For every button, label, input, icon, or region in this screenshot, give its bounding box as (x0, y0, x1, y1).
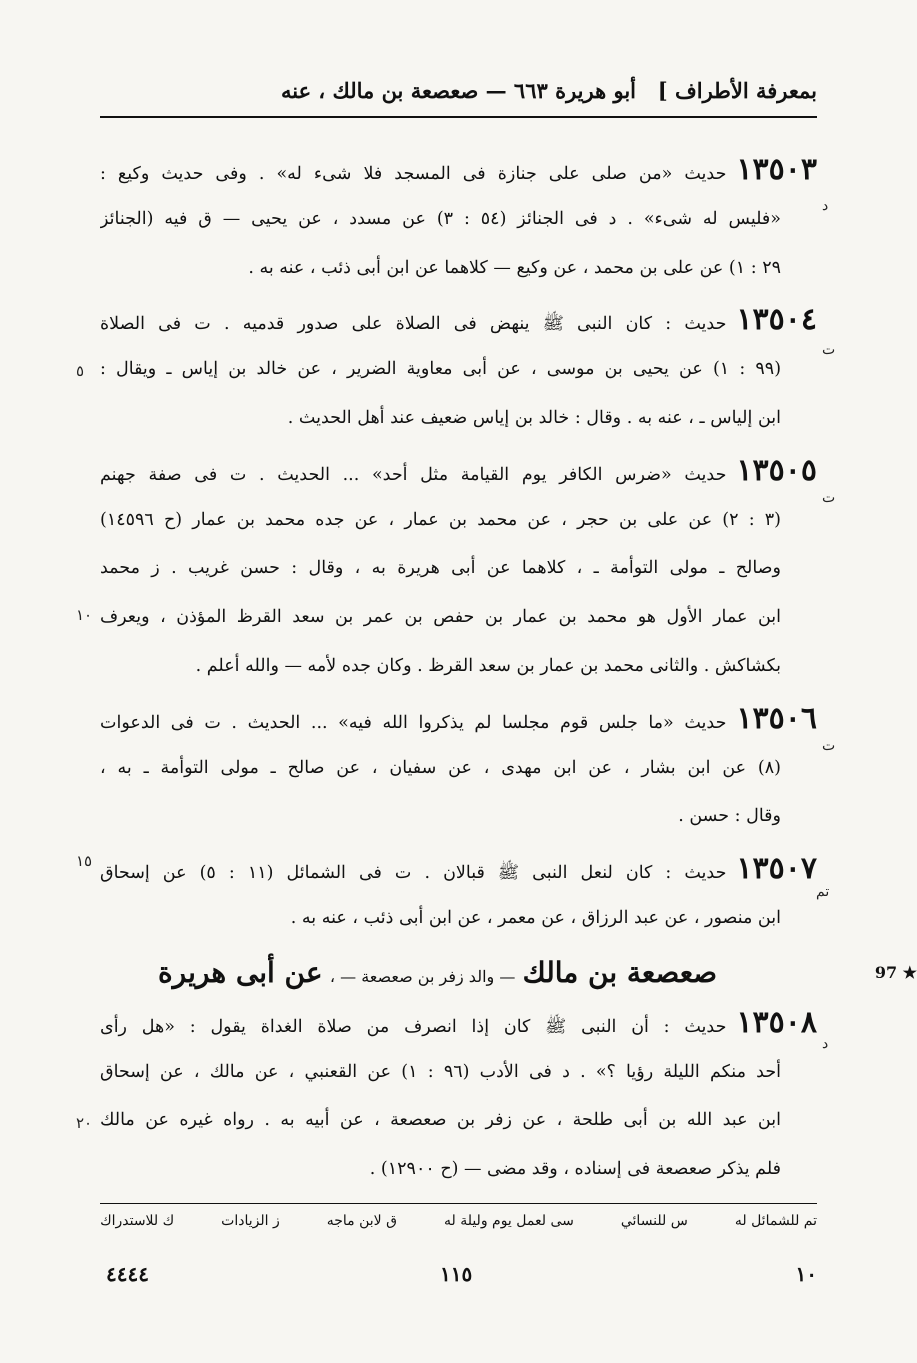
legend-item: ك للاستدراك (100, 1213, 175, 1229)
text-line: ابن عبد الله بن أبى طلحة ، عن زفر بن صعصعة ، عن أبيه به . رواه غيره عن مالك (100, 1110, 781, 1131)
text-line: (٩٩ : ١) عن يحيى بن موسى ، عن أبى معاوية الضرير ، عن خالد بن إياس ـ ويقال : (100, 359, 782, 380)
line-number: ١٠ (76, 606, 93, 624)
hadith-entry (100, 447, 817, 691)
text-line: حديث : كان لنعل النبى ﷺ قبالان . ت فى الشمائل (١١ : ٥) عن إسحاق (100, 863, 727, 884)
hadith-number: ١٣٥٠٥ (736, 452, 817, 488)
hadith-entry (100, 146, 817, 292)
hadith-number: ١٣٥٠٣ (736, 152, 817, 187)
page-number: ١١٥ (440, 1262, 473, 1286)
header-center: أبو هريرة ٦٦٣ — صعصعة بن مالك ، عنه (280, 78, 637, 103)
text-line: حديث «ما جلس قوم مجلسا لم يذكروا الله فيه» ... الحديث . ت فى الدعوات (100, 712, 727, 733)
text-line: فلم يذكر صعصعة فى إسناده ، وقد مضى — (ح ١٢٩٠٠) . (369, 1159, 781, 1180)
legend-item: س للنسائي (620, 1213, 688, 1229)
text-line: ٢٩ : ١) عن على بن محمد ، عن وكيع — كلاهما عن ابن أبى ذئب ، عنه به . (248, 257, 781, 278)
text-line: وصالح ـ مولى التوأمة ـ ، كلاهما عن أبى هريرة به ، وقال : حسن غريب . ز محمد (100, 558, 781, 579)
abbreviation-legend (100, 1213, 817, 1239)
hadith-entry (100, 999, 817, 1194)
header-right: بمعرفة الأطراف ] (657, 78, 817, 103)
line-number: ٢٠ (76, 1114, 93, 1132)
text-line: أحد منكم الليلة رؤيا ؟» . د فى الأدب (٩٦ : ١) عن القعنبي ، عن مالك ، عن إسحاق (100, 1061, 782, 1082)
text-line: (٨) عن ابن بشار ، عن ابن مهدى ، عن سفيان ، عن صالح ـ مولى التوأمة ـ به ، (100, 757, 781, 778)
section-heading (100, 947, 917, 999)
text-line: حديث «ضرس الكافر يوم القيامة مثل أحد» ... الحديث . ت فى صفة جهنم (100, 464, 727, 485)
legend-item: ق لابن ماجه (326, 1213, 397, 1229)
margin-symbol: ت (822, 342, 836, 358)
hadith-entry (100, 296, 817, 442)
line-number: ٥ (76, 362, 85, 380)
text-line: وقال : حسن . (678, 806, 781, 827)
legend-item: ز الزيادات (221, 1213, 280, 1229)
text-line: حديث : أن النبى ﷺ كان إذا انصرف من صلاة الغداة يقول : «هل رأى (100, 1016, 727, 1037)
margin-symbol: ت (822, 490, 836, 506)
volume-number: ١٠ (795, 1262, 817, 1286)
hadith-entry (100, 845, 817, 943)
legend-item: تم للشمائل له (734, 1213, 817, 1229)
hadith-number: ١٣٥٠٦ (736, 700, 817, 736)
sequence-number: ٤٤٤٤ (106, 1262, 149, 1286)
line-number: ١٥ (76, 852, 93, 870)
margin-symbol: د (822, 1036, 829, 1052)
section-sub: — والد زفر بن صعصعة — ، (329, 966, 516, 986)
header-rule (100, 116, 817, 118)
section-tail: عن أبى هريرة (158, 955, 323, 989)
text-line: ابن منصور ، عن عبد الرزاق ، عن معمر ، عن ابن أبى ذئب ، عنه به . (290, 907, 781, 928)
footer-rule (100, 1203, 817, 1204)
margin-symbol: د (822, 198, 829, 214)
section-mark: 97 ★ (874, 962, 917, 982)
text-line: (٣ : ٢) عن على بن حجر ، عن محمد بن عمار ، عن جده محمد بن عمار (ح ١٤٥٩٦) (100, 509, 781, 530)
hadith-entry (100, 695, 817, 841)
text-line: حديث «من صلى على جنازة فى المسجد فلا شىء له» . وفى حديث وكيع : (100, 164, 727, 184)
legend-item: سى لعمل يوم وليلة له (443, 1213, 574, 1229)
section-name: صعصعة بن مالك (522, 955, 717, 989)
hadith-number: ١٣٥٠٤ (736, 302, 817, 338)
hadith-number: ١٣٥٠٧ (736, 851, 817, 887)
running-header (100, 72, 817, 112)
margin-symbol: ت (822, 738, 836, 754)
hadith-number: ١٣٥٠٨ (736, 1004, 817, 1040)
text-line: بكشاكش . والثانى محمد بن عمار بن سعد القرظ . وكان جده لأمه — والله أعلم . (195, 655, 781, 676)
text-line: ابن إلياس ـ ، عنه به . وقال : خالد بن إياس ضعيف عند أهل الحديث . (287, 407, 781, 428)
margin-symbol: تم (816, 884, 830, 900)
text-line: «فليس له شىء» . د فى الجنائز (٥٤ : ٣) عن مسدد ، عن يحيى — ق فيه (الجنائز (100, 208, 781, 229)
text-line: حديث : كان النبى ﷺ ينهض فى الصلاة على صدور قدميه . ت فى الصلاة (100, 314, 727, 335)
text-line: ابن عمار الأول هو محمد بن عمار بن حفص بن عمر بن سعد القرظ المؤذن ، ويعرف (100, 607, 781, 628)
